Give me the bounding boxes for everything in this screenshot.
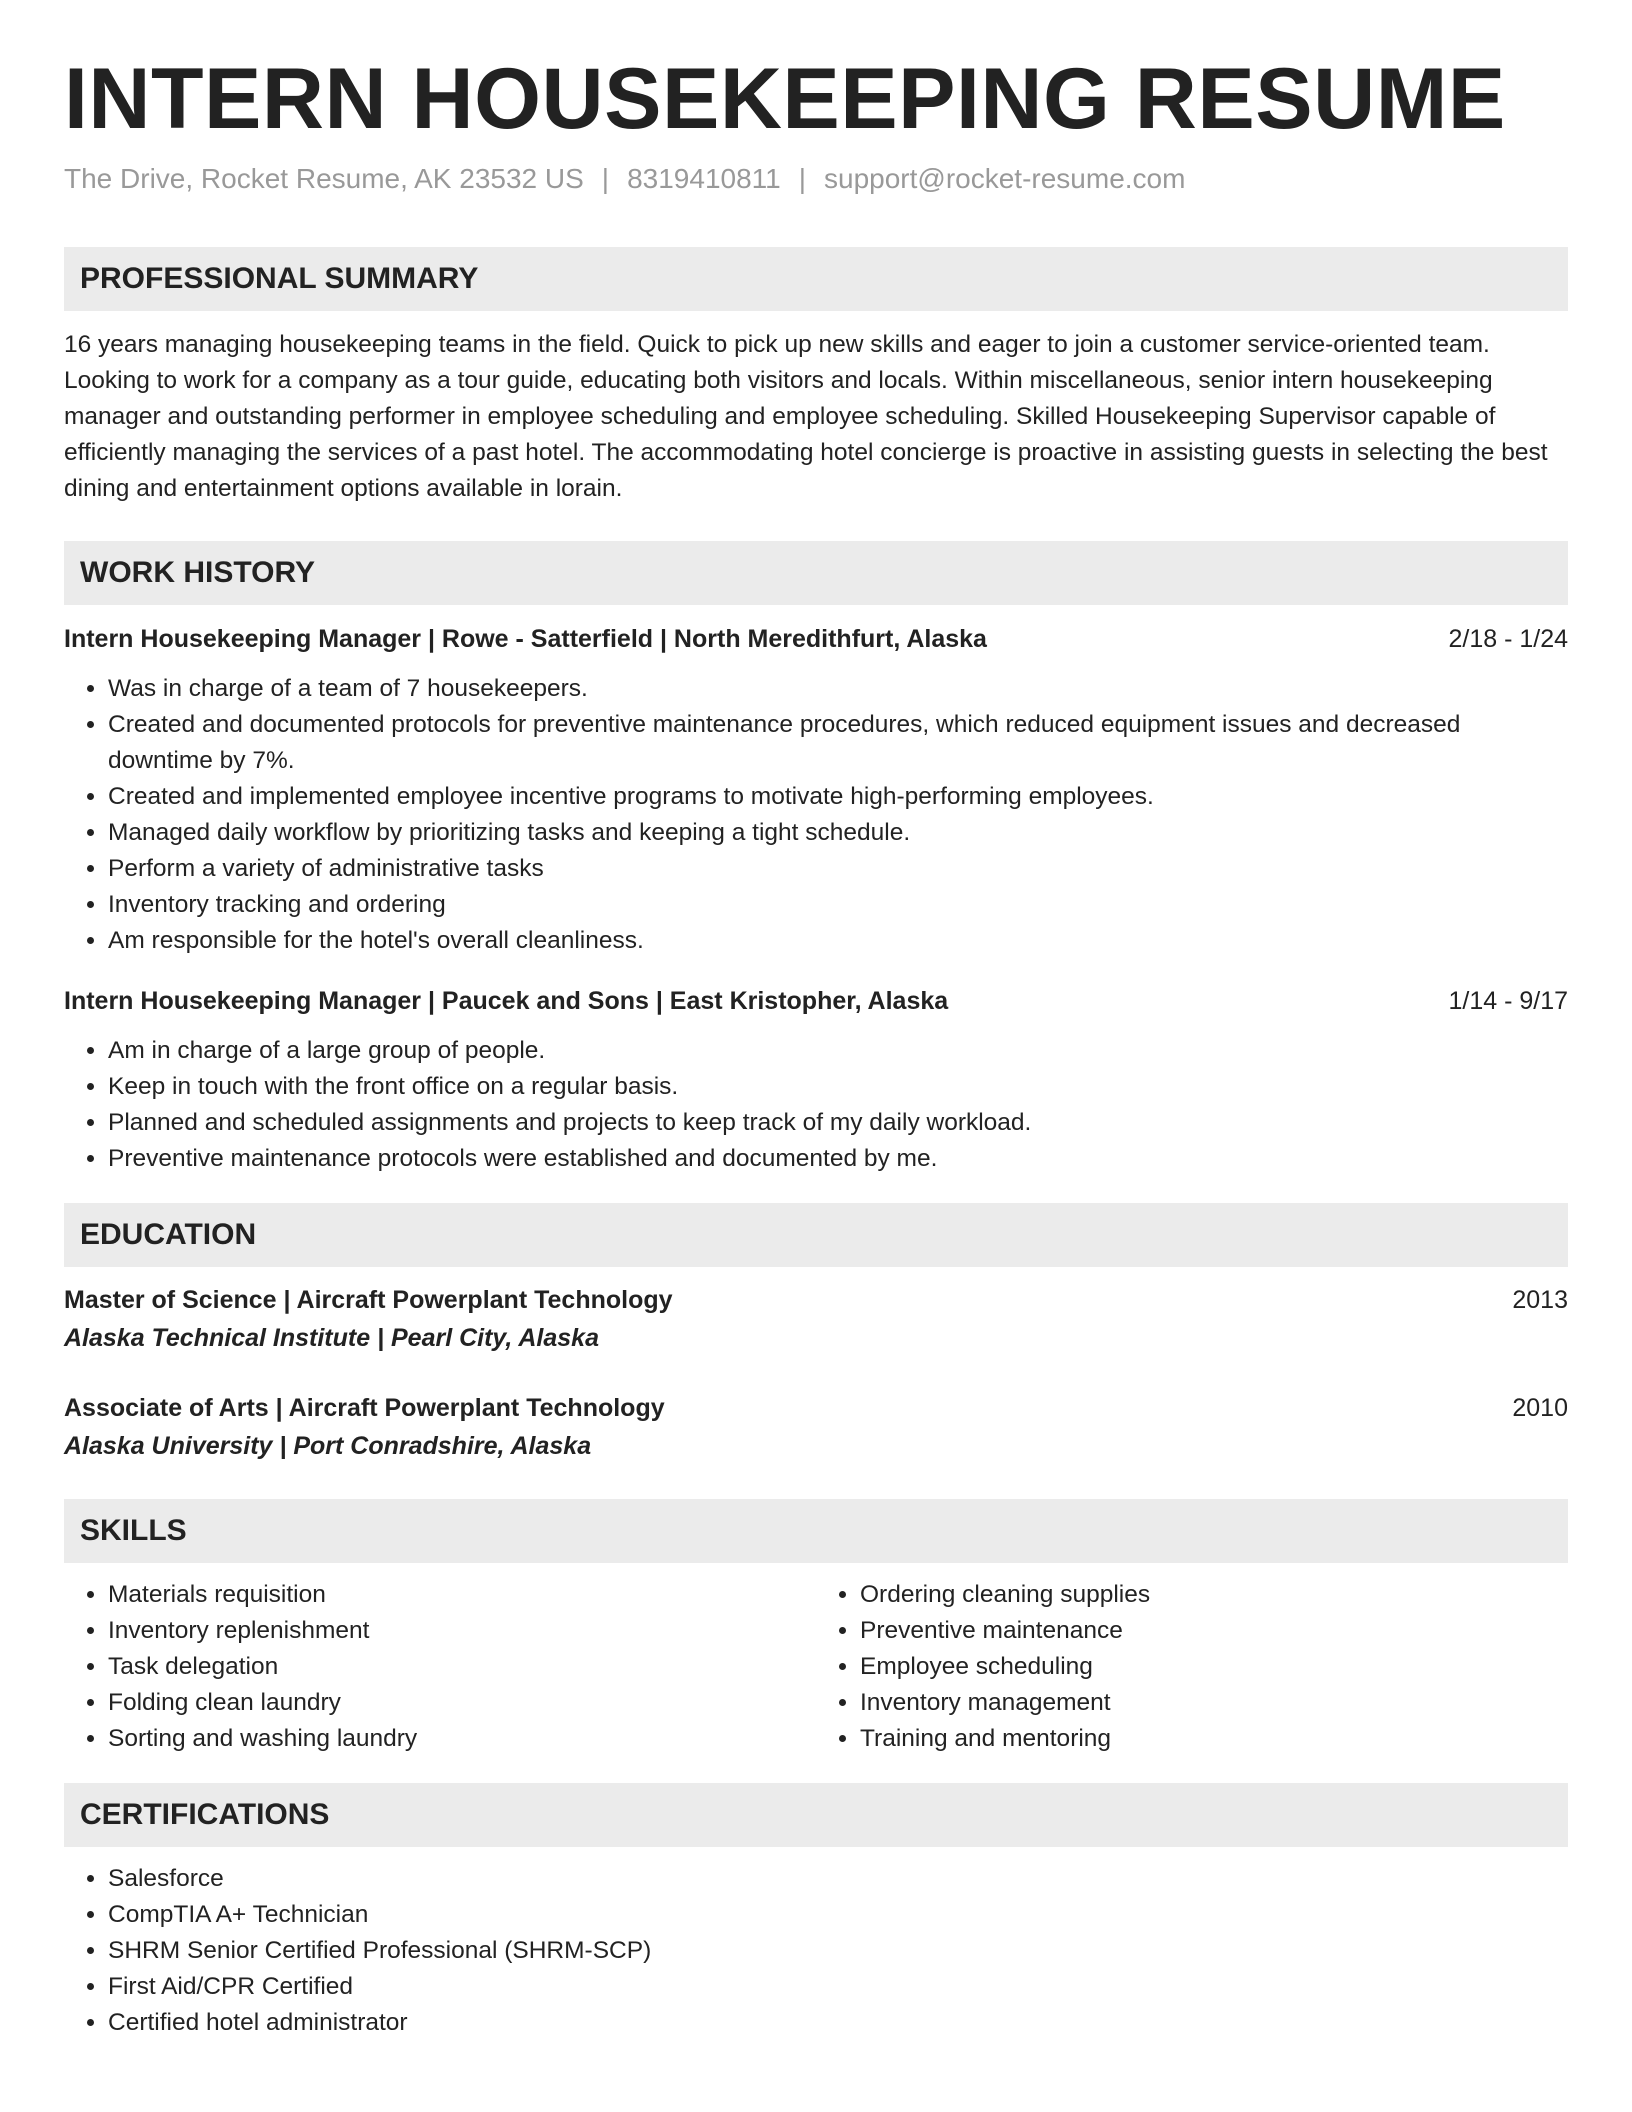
section-heading-certifications: CERTIFICATIONS: [64, 1783, 1568, 1847]
contact-separator: |: [601, 162, 610, 194]
contact-phone: 8319410811: [627, 162, 781, 194]
list-item: • Folding clean laundry: [108, 1685, 816, 1721]
education-header: [64, 1281, 1568, 1319]
list-item: • Employee scheduling: [860, 1649, 1568, 1685]
section-heading-summary: PROFESSIONAL SUMMARY: [64, 247, 1568, 311]
contact-separator: |: [798, 162, 807, 194]
education-school: Alaska Technical Institute | Pearl City, Alaska: [64, 1323, 599, 1352]
job-bullets: [64, 1033, 1568, 1177]
summary-text: 16 years managing housekeeping teams in the field. Quick to pick up new skills and eager to join a customer service-oriented team. Looking to work for a company as a tour guide, educating both visitors and locals. Within miscellaneous, senior intern housekeeping manager and outstanding performer in employee scheduling and employee scheduling. Skilled Housekeeping Supervisor capable of efficiently managing the services of a past hotel. The accommodating hotel concierge is proactive in assisting guests in selecting the best dining and entertainment options available in lorain.: [64, 330, 1548, 502]
list-item: • Ordering cleaning supplies: [860, 1577, 1568, 1613]
list-item: • Preventive maintenance: [860, 1613, 1568, 1649]
job-entry: [64, 621, 1568, 959]
list-item: • Managed daily workflow by prioritizing tasks and keeping a tight schedule.: [108, 815, 1568, 851]
section-heading-education: EDUCATION: [64, 1203, 1568, 1267]
education-header: [64, 1389, 1568, 1427]
education-school: Alaska University | Port Conradshire, Alaska: [64, 1431, 592, 1460]
education-year: 2010: [1512, 1393, 1568, 1422]
list-item: • CompTIA A+ Technician: [108, 1897, 1568, 1933]
list-item: • Sorting and washing laundry: [108, 1721, 816, 1757]
contact-line: [64, 163, 1568, 195]
job-bullets: [64, 671, 1568, 959]
job-header: [64, 983, 1568, 1019]
job-header: [64, 621, 1568, 657]
job-title: Intern Housekeeping Manager | Paucek and Sons | East Kristopher, Alaska: [64, 986, 949, 1015]
section-heading-work-history: WORK HISTORY: [64, 541, 1568, 605]
education-entry: [64, 1389, 1568, 1465]
resume-title: INTERN HOUSEKEEPING RESUME: [64, 51, 1506, 147]
list-item: • Inventory replenishment: [108, 1613, 816, 1649]
list-item: • Task delegation: [108, 1649, 816, 1685]
list-item: • Keep in touch with the front office on a regular basis.: [108, 1069, 1568, 1105]
list-item: • Created and implemented employee incentive programs to motivate high-performing employees.: [108, 779, 1568, 815]
list-item: • Was in charge of a team of 7 housekeepers.: [108, 671, 1568, 707]
skills-list-left: [64, 1577, 816, 1757]
job-dates: 1/14 - 9/17: [1448, 986, 1568, 1015]
education-entry: [64, 1281, 1568, 1357]
list-item: • Am responsible for the hotel's overall cleanliness.: [108, 923, 1568, 959]
education-year: 2013: [1512, 1285, 1568, 1314]
contact-address: The Drive, Rocket Resume, AK 23532 US: [64, 162, 584, 194]
job-title: Intern Housekeeping Manager | Rowe - Satterfield | North Meredithfurt, Alaska: [64, 624, 987, 653]
list-item: • Planned and scheduled assignments and projects to keep track of my daily workload.: [108, 1105, 1568, 1141]
list-item: • First Aid/CPR Certified: [108, 1969, 1568, 2005]
list-item: • Created and documented protocols for preventive maintenance procedures, which reduced equipment issues and decreased downtime by 7%.: [108, 707, 1568, 779]
list-item: • Training and mentoring: [860, 1721, 1568, 1757]
certifications-list: [64, 1861, 1568, 2041]
job-entry: [64, 983, 1568, 1177]
skills-list-right: [816, 1577, 1568, 1757]
list-item: • Inventory tracking and ordering: [108, 887, 1568, 923]
list-item: • Preventive maintenance protocols were established and documented by me.: [108, 1141, 1568, 1177]
education-degree: Associate of Arts | Aircraft Powerplant Technology: [64, 1393, 665, 1422]
list-item: • Am in charge of a large group of people.: [108, 1033, 1568, 1069]
list-item: • SHRM Senior Certified Professional (SHRM-SCP): [108, 1933, 1568, 1969]
list-item: • Inventory management: [860, 1685, 1568, 1721]
section-heading-skills: SKILLS: [64, 1499, 1568, 1563]
list-item: • Salesforce: [108, 1861, 1568, 1897]
skills-columns: [64, 1577, 1568, 1757]
education-degree: Master of Science | Aircraft Powerplant Technology: [64, 1285, 673, 1314]
job-dates: 2/18 - 1/24: [1448, 624, 1568, 653]
list-item: • Certified hotel administrator: [108, 2005, 1568, 2041]
list-item: • Materials requisition: [108, 1577, 816, 1613]
contact-email: support@rocket-resume.com: [824, 162, 1186, 194]
list-item: • Perform a variety of administrative tasks: [108, 851, 1568, 887]
